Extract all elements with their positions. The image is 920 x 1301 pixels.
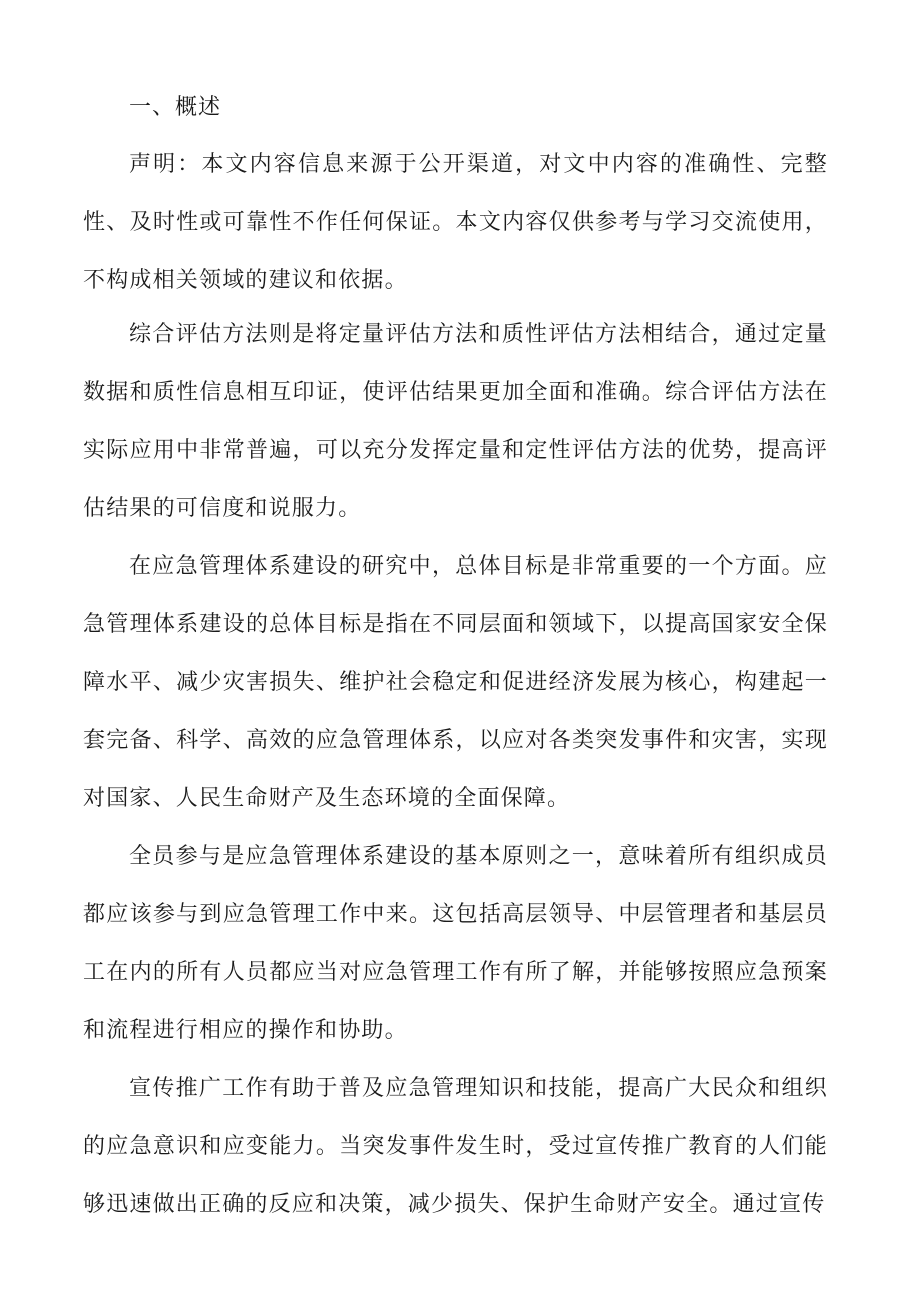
paragraph-comprehensive-evaluation: 综合评估方法则是将定量评估方法和质性评估方法相结合，通过定量数据和质性信息相互印证，使评估结果更加全面和准确。综合评估方法在实际应用中非常普遍，可以充分发挥定量和定性评估方法的优势，提高评估结果的可信度和说服力。 <box>83 322 828 521</box>
paragraph-overall-goal: 在应急管理体系建设的研究中，总体目标是非常重要的一个方面。应急管理体系建设的总体目标是指在不同层面和领域下，以提高国家安全保障水平、减少灾害损失、维护社会稳定和促进经济发展为核心，构建起一套完备、科学、高效的应急管理体系，以应对各类突发事件和灾害，实现对国家、人民生命财产及生态环境的全面保障。 <box>83 554 828 811</box>
paragraph-full-participation: 全员参与是应急管理体系建设的基本原则之一，意味着所有组织成员都应该参与到应急管理工作中来。这包括高层领导、中层管理者和基层员工在内的所有人员都应当对应急管理工作有所了解，并能够按照应急预案和流程进行相应的操作和协助。 <box>83 844 828 1043</box>
paragraph-publicity: 宣传推广工作有助于普及应急管理知识和技能，提高广大民众和组织的应急意识和应变能力。当突发事件发生时，受过宣传推广教育的人们能够迅速做出正确的反应和决策，减少损失、保护生命财产安全。通过宣传 <box>83 1076 828 1217</box>
paragraph-disclaimer: 声明：本文内容信息来源于公开渠道，对文中内容的准确性、完整性、及时性或可靠性不作任何保证。本文内容仅供参考与学习交流使用，不构成相关领域的建议和依据。 <box>83 152 828 293</box>
section-heading: 一、概述 <box>129 95 222 120</box>
